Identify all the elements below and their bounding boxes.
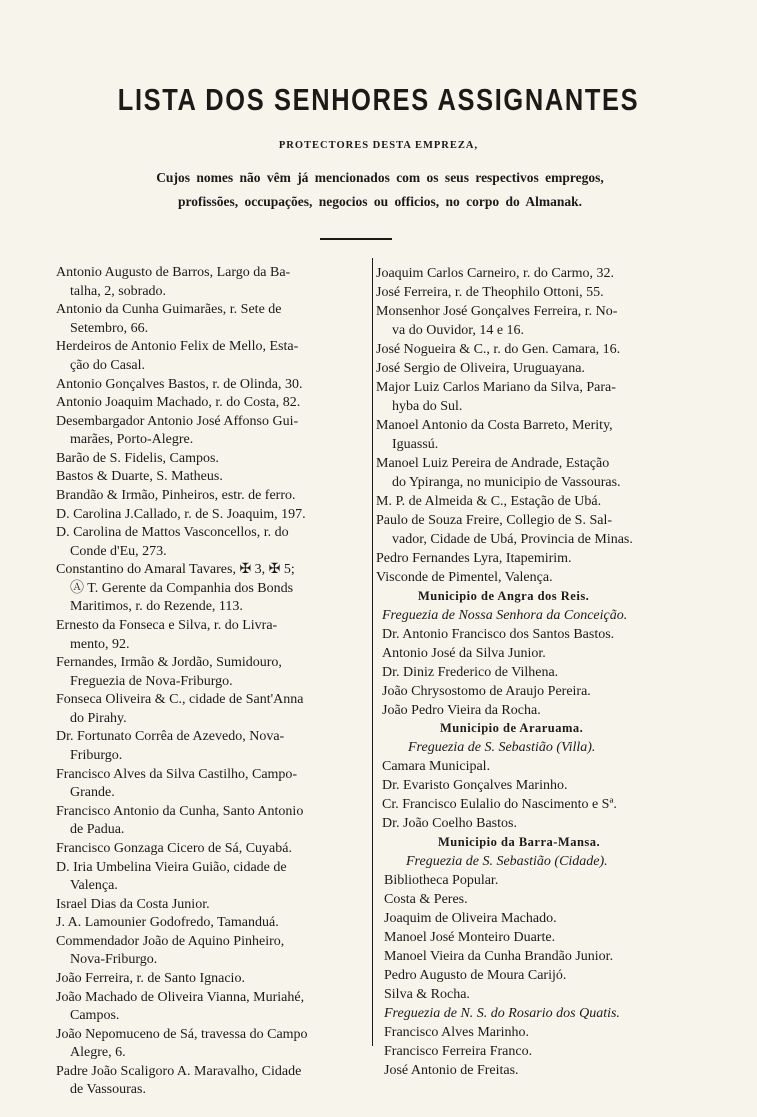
list-item: Dr. Fortunato Corrêa de Azevedo, Nova- xyxy=(56,729,285,745)
list-item: Joaquim Carlos Carneiro, r. do Carmo, 32. xyxy=(376,266,614,281)
list-item: do Pirahy. xyxy=(70,710,127,726)
list-item: Francisco Gonzaga Cicero de Sá, Cuyabá. xyxy=(56,840,292,856)
list-item: Antonio Joaquim Machado, r. do Costa, 82. xyxy=(56,395,301,410)
list-item: João Machado de Oliveira Vianna, Muriahé, xyxy=(56,989,305,1005)
list-item: D. Carolina J.Callado, r. de S. Joaquim, 197. xyxy=(56,506,306,522)
list-item: D. Carolina de Mattos Vasconcellos, r. do xyxy=(56,525,289,541)
list-item: marães, Porto-Alegre. xyxy=(70,432,194,448)
list-item: Dr. Evaristo Gonçalves Marinho. xyxy=(382,778,568,794)
list-item: José Sergio de Oliveira, Uruguayana. xyxy=(376,360,585,376)
list-item: J. A. Lamounier Godofredo, Tamanduá. xyxy=(56,915,279,931)
list-item: Joaquim de Oliveira Machado. xyxy=(384,911,557,927)
list-item: João Nepomuceno de Sá, travessa do Campo xyxy=(56,1026,308,1042)
list-item: Antonio José da Silva Junior. xyxy=(382,645,546,661)
section-heading: Municipio de Angra dos Reis. xyxy=(418,588,590,603)
list-item: vador, Cidade de Ubá, Provincia de Minas. xyxy=(392,531,633,547)
divider-rule xyxy=(320,238,392,240)
list-item: Pedro Augusto de Moura Carijó. xyxy=(384,968,567,984)
list-item: Antonio Augusto de Barros, Largo da Ba- xyxy=(56,265,291,280)
list-item: ção do Casal. xyxy=(70,357,146,373)
list-item: de Vassouras. xyxy=(70,1082,146,1098)
list-item: Conde d'Eu, 273. xyxy=(70,543,167,559)
list-item: Ernesto da Fonseca e Silva, r. do Livra- xyxy=(56,618,278,633)
page-subtitle: PROTECTORES DESTA EMPREZA, xyxy=(278,140,479,151)
section-subheading: Freguezia de S. Sebastião (Villa). xyxy=(408,740,596,756)
list-item: Antonio da Cunha Guimarães, r. Sete de xyxy=(56,302,282,318)
list-item: Francisco Alves Marinho. xyxy=(384,1025,530,1041)
list-item: Francisco Antonio da Cunha, Santo Antonio xyxy=(56,803,304,819)
note-line-2: profissões, occupações, negocios ou officios, no corpo do Almanak. xyxy=(177,194,582,209)
list-item: Paulo de Souza Freire, Collegio de S. Sal- xyxy=(376,512,613,528)
list-item: João Chrysostomo de Araujo Pereira. xyxy=(382,683,591,699)
section-subheading: Freguezia de Nossa Senhora da Conceição. xyxy=(382,607,628,623)
list-item: Alegre, 6. xyxy=(70,1045,126,1061)
list-item: Manoel Luiz Pereira de Andrade, Estação xyxy=(376,455,610,471)
list-item: Herdeiros de Antonio Felix de Mello, Esta- xyxy=(56,339,299,355)
list-item: José Nogueira & C., r. do Gen. Camara, 16. xyxy=(376,341,621,357)
list-item: Manoel Vieira da Cunha Brandão Junior. xyxy=(384,949,614,965)
list-item: hyba do Sul. xyxy=(392,398,463,414)
list-item: mento, 92. xyxy=(70,636,130,652)
list-item: Grande. xyxy=(70,785,115,801)
list-item: Friburgo. xyxy=(70,748,123,763)
list-item: Nova-Friburgo. xyxy=(70,952,158,968)
list-item: José Ferreira, r. de Theophilo Ottoni, 55. xyxy=(376,285,604,300)
list-item: va do Ouvidor, 14 e 16. xyxy=(392,322,525,338)
list-item: Manoel Antonio da Costa Barreto, Merity, xyxy=(376,417,613,433)
column-divider xyxy=(372,258,373,1046)
list-item: Bibliotheca Popular. xyxy=(384,873,499,889)
list-item: José Antonio de Freitas. xyxy=(384,1063,519,1078)
list-item: Francisco Ferreira Franco. xyxy=(384,1044,533,1059)
list-item: Commendador João de Aquino Pinheiro, xyxy=(56,933,285,949)
page-title: LISTA DOS SENHORES ASSIGNANTES xyxy=(117,82,640,117)
list-item: Monsenhor José Gonçalves Ferreira, r. No- xyxy=(376,304,618,319)
list-item: Silva & Rocha. xyxy=(384,987,470,1003)
section-subheading: Freguezia de N. S. do Rosario dos Quatis. xyxy=(384,1006,620,1022)
list-item: D. Iria Umbelina Vieira Guião, cidade de xyxy=(56,859,287,875)
list-item: Costa & Peres. xyxy=(384,892,468,908)
list-item: Major Luiz Carlos Mariano da Silva, Para- xyxy=(376,379,616,395)
section-heading: Municipio da Barra-Mansa. xyxy=(438,835,601,850)
list-item: Cr. Francisco Eulalio do Nascimento e Sª. xyxy=(382,797,617,813)
list-item: Dr. João Coelho Bastos. xyxy=(382,816,517,832)
list-item: João Ferreira, r. de Santo Ignacio. xyxy=(56,971,245,986)
list-item: Dr. Diniz Frederico de Vilhena. xyxy=(382,664,559,680)
list-item: de Padua. xyxy=(70,822,125,838)
list-item: Pedro Fernandes Lyra, Itapemirim. xyxy=(376,550,572,566)
list-item: Desembargador Antonio José Affonso Gui- xyxy=(56,413,299,429)
list-item: Camara Municipal. xyxy=(382,759,491,775)
list-item: Iguassú. xyxy=(392,436,439,452)
list-item: Visconde de Pimentel, Valença. xyxy=(376,569,553,585)
list-item: Barão de S. Fidelis, Campos. xyxy=(56,450,219,466)
list-item: Valença. xyxy=(70,878,118,894)
list-item: Padre João Scaligoro A. Maravalho, Cidade xyxy=(56,1063,302,1079)
list-item: Israel Dias da Costa Junior. xyxy=(56,896,210,912)
list-item: Manoel José Monteiro Duarte. xyxy=(384,930,556,946)
list-item: Fernandes, Irmão & Jordão, Sumidouro, xyxy=(56,655,282,671)
list-item: M. P. de Almeida & C., Estação de Ubá. xyxy=(376,493,602,509)
list-item: Francisco Alves da Silva Castilho, Campo- xyxy=(56,766,298,782)
list-item: Campos. xyxy=(70,1008,120,1024)
list-item: Ⓐ T. Gerente da Companhia dos Bonds xyxy=(70,580,294,596)
note-line-1: Cujos nomes não vêm já mencionados com os seus respectivos empregos, xyxy=(156,170,604,185)
list-item: Antonio Gonçalves Bastos, r. de Olinda, 30. xyxy=(56,376,303,392)
list-item: Setembro, 66. xyxy=(70,320,149,336)
list-item: Freguezia de Nova-Friburgo. xyxy=(70,673,233,689)
list-item: Dr. Antonio Francisco dos Santos Bastos. xyxy=(382,626,615,642)
list-item: do Ypiranga, no municipio de Vassouras. xyxy=(392,474,621,490)
section-heading: Municipio de Araruama. xyxy=(440,721,584,736)
list-item: Maritimos, r. do Rezende, 113. xyxy=(70,599,243,615)
section-subheading: Freguezia de S. Sebastião (Cidade). xyxy=(406,854,608,870)
list-item: Bastos & Duarte, S. Matheus. xyxy=(56,469,223,485)
list-item: Constantino do Amaral Tavares, ✠ 3, ✠ 5; xyxy=(56,562,295,578)
list-item: João Pedro Vieira da Rocha. xyxy=(382,702,541,718)
list-item: Fonseca Oliveira & C., cidade de Sant'Anna xyxy=(56,692,304,708)
list-item: Brandão & Irmão, Pinheiros, estr. de ferro. xyxy=(56,487,296,503)
list-item: talha, 2, sobrado. xyxy=(70,283,167,299)
